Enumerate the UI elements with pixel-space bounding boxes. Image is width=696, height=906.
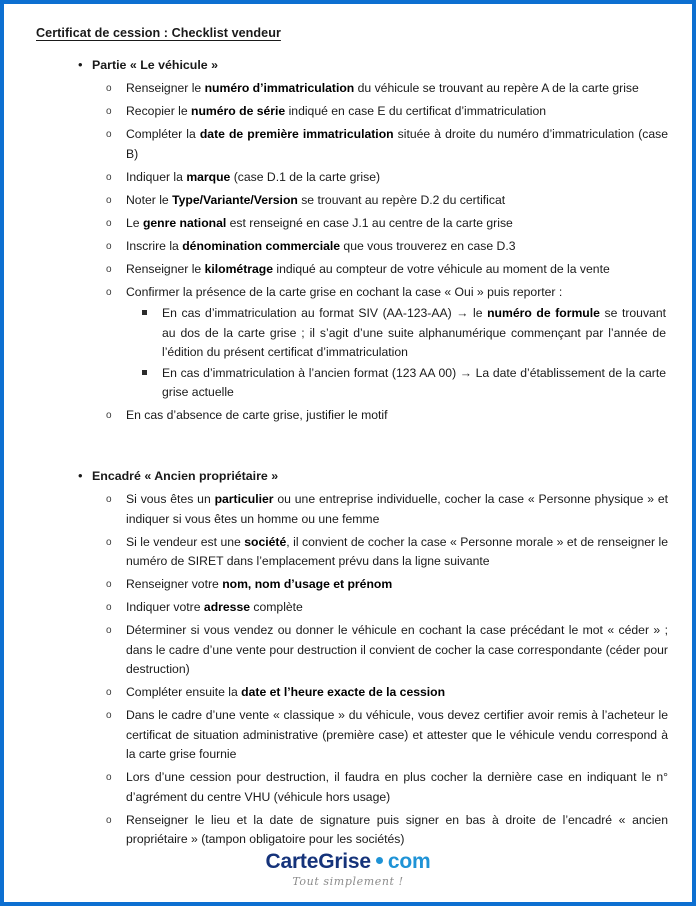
checklist-item-text: Renseigner le lieu et la date de signature puis signer en bas à droite de l’encadré « ancien propriétaire » (tampon obligatoire pour les sociétés) bbox=[126, 812, 668, 846]
checklist-item bbox=[92, 260, 670, 280]
checklist-subitem-text: En cas d’immatriculation au format SIV (AA-123-AA) → le numéro de formule se trouvant au dos de la carte grise ; il s’agit d’une suite alphanumérique commençant par l’année de l’édition du présent certificat d’immatriculation bbox=[162, 306, 666, 359]
bullet-circle-icon: o bbox=[106, 217, 112, 229]
bullet-circle-icon: o bbox=[106, 129, 112, 140]
checklist-item bbox=[92, 575, 670, 595]
checklist-item-text: Dans le cadre d’une vente « classique » du véhicule, vous devez certifier avoir remis à l’acheteur le certificat de situation administrative (première case) et attester que le véhicule vendu correspond à la carte grise fournie bbox=[126, 708, 668, 761]
section-heading: Partie « Le véhicule » bbox=[92, 58, 219, 72]
checklist-section bbox=[26, 467, 670, 850]
logo-brand-text: CarteGrise bbox=[265, 850, 371, 873]
checklist-item-text: Déterminer si vous vendez ou donner le véhicule en cochant la case précédant le mot « céder » ; dans le cadre d’une vente pour destruction il convient de cocher la case correspondante (céder pour destruction) bbox=[126, 623, 668, 676]
bullet-circle-icon: o bbox=[106, 625, 112, 636]
checklist-item bbox=[92, 79, 670, 99]
checklist-section bbox=[26, 56, 670, 426]
bullet-circle-icon: o bbox=[106, 106, 112, 117]
checklist-item bbox=[92, 621, 670, 680]
checklist-item bbox=[92, 406, 670, 426]
checklist-item-text: Le genre national est renseigné en case J.1 au centre de la carte grise bbox=[126, 215, 513, 230]
checklist-item bbox=[92, 598, 670, 618]
checklist-item-text: Indiquer votre adresse complète bbox=[126, 600, 303, 614]
checklist-subitem bbox=[126, 304, 668, 363]
checklist-item bbox=[92, 533, 670, 572]
checklist-item-text: Si vous êtes un particulier ou une entreprise individuelle, cocher la case « Personne physique » et indiquer si vous êtes un homme ou une femme bbox=[126, 492, 668, 526]
checklist-item-text: Recopier le numéro de série indiqué en case E du certificat d’immatriculation bbox=[126, 104, 547, 118]
logo-tld-text: com bbox=[387, 850, 431, 873]
section-heading: Encadré « Ancien propriétaire » bbox=[92, 469, 279, 483]
bullet-square-icon bbox=[142, 310, 147, 315]
bullet-circle-icon: o bbox=[106, 240, 112, 252]
checklist-item bbox=[92, 168, 670, 188]
checklist-item-text: Confirmer la présence de la carte grise en cochant la case « Oui » puis reporter : bbox=[126, 284, 563, 299]
bullet-circle-icon: o bbox=[106, 710, 112, 721]
bullet-disc-icon: • bbox=[78, 468, 83, 483]
checklist-item bbox=[92, 125, 670, 164]
checklist-item bbox=[92, 191, 670, 211]
checklist-item bbox=[92, 283, 670, 403]
page-title: Certificat de cession : Checklist vendeur bbox=[36, 26, 281, 40]
checklist-item-text: Renseigner le kilométrage indiqué au compteur de votre véhicule au moment de la vente bbox=[126, 261, 610, 276]
section-items bbox=[92, 490, 670, 850]
section-spacer bbox=[26, 429, 670, 451]
bullet-circle-icon: o bbox=[106, 286, 112, 298]
checklist-item-text: Compléter ensuite la date et l’heure exacte de la cession bbox=[126, 685, 446, 699]
checklist-item-text: Compléter la date de première immatriculation située à droite du numéro d’immatriculation (case B) bbox=[126, 127, 668, 161]
bullet-circle-icon: o bbox=[106, 814, 112, 826]
bullet-circle-icon: o bbox=[106, 536, 112, 548]
bullet-circle-icon: o bbox=[106, 83, 112, 94]
checklist-item bbox=[92, 768, 670, 807]
checklist-item bbox=[92, 811, 670, 850]
logo-tagline: Tout simplement ! bbox=[292, 875, 404, 888]
checklist-item-text: Noter le Type/Variante/Version se trouvant au repère D.2 du certificat bbox=[126, 192, 506, 207]
checklist-subitems bbox=[126, 304, 668, 403]
checklist-item bbox=[92, 490, 670, 529]
checklist-subitem bbox=[126, 364, 668, 403]
checklist-subitem-text: En cas d’immatriculation à l’ancien format (123 AA 00) → La date d’établissement de la carte grise actuelle bbox=[162, 365, 666, 399]
checklist-item-text: Inscrire la dénomination commerciale que vous trouverez en case D.3 bbox=[126, 238, 516, 253]
checklist-item bbox=[92, 102, 670, 122]
page-footer bbox=[4, 850, 692, 888]
bullet-circle-icon: o bbox=[106, 602, 112, 613]
checklist-item-text: Si le vendeur est une société, il convient de cocher la case « Personne morale » et de renseigner le numéro de SIRET dans l’emplacement prévu dans la ligne suivante bbox=[126, 534, 668, 568]
checklist-item-text: Lors d’une cession pour destruction, il faudra en plus cocher la dernière case en indiquant le n° d’agrément du centre VHU (véhicule hors usage) bbox=[126, 770, 668, 804]
bullet-circle-icon: o bbox=[106, 687, 112, 698]
checklist-item bbox=[92, 237, 670, 257]
checklist-item-text: Renseigner votre nom, nom d’usage et prénom bbox=[126, 577, 393, 591]
bullet-circle-icon: o bbox=[106, 263, 112, 275]
bullet-circle-icon: o bbox=[106, 171, 112, 183]
bullet-circle-icon: o bbox=[106, 494, 112, 505]
cartegrise-logo bbox=[4, 850, 692, 874]
section-items bbox=[92, 79, 670, 426]
checklist-root bbox=[26, 56, 670, 850]
checklist-item-text: En cas d’absence de carte grise, justifier le motif bbox=[126, 408, 388, 422]
logo-dot-icon bbox=[376, 857, 383, 864]
bullet-circle-icon: o bbox=[106, 579, 112, 590]
bullet-square-icon bbox=[142, 370, 147, 375]
checklist-item-text: Indiquer la marque (case D.1 de la carte grise) bbox=[126, 169, 381, 184]
checklist-item bbox=[92, 683, 670, 703]
checklist-item bbox=[92, 214, 670, 234]
bullet-circle-icon: o bbox=[106, 194, 112, 206]
bullet-disc-icon: • bbox=[78, 57, 83, 72]
bullet-circle-icon: o bbox=[106, 410, 112, 421]
checklist-item bbox=[92, 706, 670, 765]
checklist-item-text: Renseigner le numéro d’immatriculation du véhicule se trouvant au repère A de la carte grise bbox=[126, 81, 639, 95]
bullet-circle-icon: o bbox=[106, 772, 112, 783]
